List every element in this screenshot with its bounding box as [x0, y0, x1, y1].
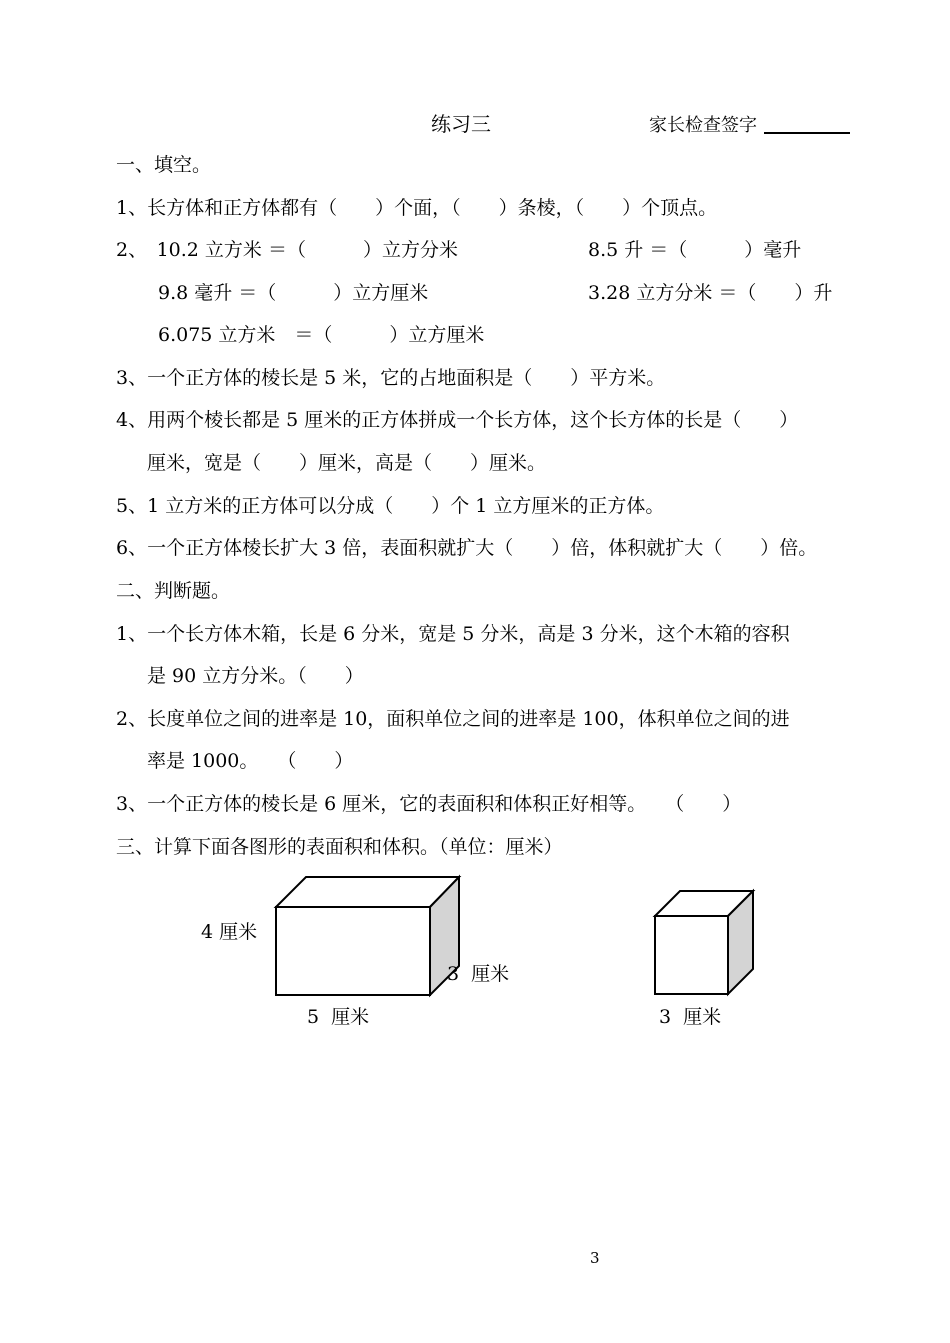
question-2-3: 3、一个正方体的棱长是 6 厘米，它的表面积和体积正好相等。 （ ） [116, 793, 742, 815]
question-1-4-line2: 厘米，宽是（ ）厘米，高是（ ）厘米。 [147, 452, 547, 474]
cuboid-height-label: 4 厘米 [201, 921, 258, 943]
section-3-heading: 三、计算下面各图形的表面积和体积。（单位：厘米） [116, 836, 563, 858]
cuboid-top-face [276, 877, 459, 907]
question-2-1-line1: 1、一个长方体木箱，长是 6 分米，宽是 5 分米，高是 3 分米，这个木箱的容积 [116, 623, 790, 645]
cube-figure [655, 891, 753, 994]
parent-signature-label: 家长检查签字 [649, 115, 757, 136]
question-2-2-line1: 2、长度单位之间的进率是 10，面积单位之间的进率是 100，体积单位之间的进 [116, 708, 790, 730]
question-1-2e: 6.075 立方米 ＝（ ）立方厘米 [158, 324, 485, 346]
cuboid-width-label: 3 厘米 [447, 963, 510, 985]
cube-front-face [655, 916, 728, 994]
question-1-5: 5、1 立方米的正方体可以分成（ ）个 1 立方厘米的正方体。 [116, 495, 665, 517]
question-1-1: 1、长方体和正方体都有（ ）个面，（ ）条棱，（ ）个顶点。 [116, 197, 718, 219]
section-2-heading: 二、判断题。 [116, 580, 231, 602]
section-1-heading: 一、填空。 [116, 154, 212, 176]
cuboid-length-label: 5 厘米 [307, 1006, 370, 1028]
question-2-1-line2: 是 90 立方分米。（ ） [147, 665, 364, 687]
question-1-4-line1: 4、用两个棱长都是 5 厘米的正方体拼成一个长方体，这个长方体的长是（ ） [116, 409, 799, 431]
cube-edge-label: 3 厘米 [659, 1006, 722, 1028]
question-1-3: 3、一个正方体的棱长是 5 米，它的占地面积是（ ）平方米。 [116, 367, 666, 389]
cuboid-front-face [276, 907, 430, 995]
question-1-2b: 8.5 升 ＝（ ）毫升 [588, 239, 802, 261]
question-1-2a: 2、 10.2 立方米 ＝（ ）立方分米 [116, 239, 458, 261]
page-title: 练习三 [431, 112, 491, 136]
question-1-2c: 9.8 毫升 ＝（ ）立方厘米 [158, 282, 429, 304]
question-1-6: 6、一个正方体棱长扩大 3 倍，表面积就扩大（ ）倍，体积就扩大（ ）倍。 [116, 537, 818, 559]
cuboid-figure [276, 877, 459, 995]
page-number: 3 [590, 1249, 600, 1267]
question-2-2-line2: 率是 1000。 （ ） [147, 750, 354, 772]
question-1-2d: 3.28 立方分米 ＝（ ）升 [588, 282, 833, 304]
